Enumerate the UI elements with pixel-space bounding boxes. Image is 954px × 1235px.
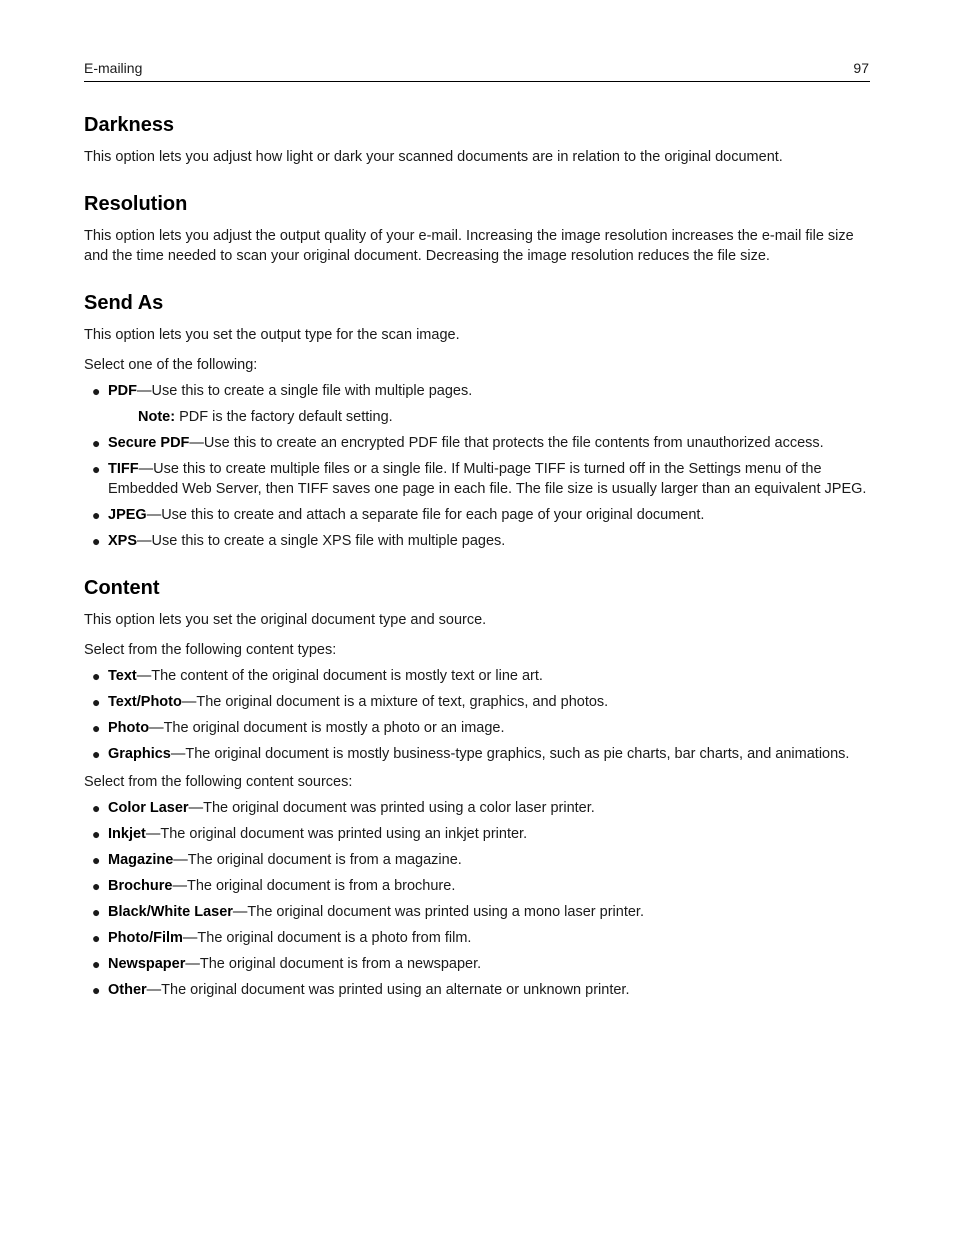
page-content <box>84 112 870 1024</box>
list-item-term: Other <box>108 982 147 998</box>
section-send-as <box>84 290 870 551</box>
section-resolution <box>84 191 870 266</box>
list-item-term: Text <box>108 668 137 684</box>
bullet-icon: ● <box>92 800 101 816</box>
content-types-intro: Select from the following content types: <box>84 642 337 658</box>
list-item-desc: —The original document is a photo from film. <box>182 930 472 946</box>
list-item-term: Text/Photo <box>108 694 182 710</box>
header-page-number: 97 <box>853 60 869 76</box>
list-item-term: Inkjet <box>108 826 146 842</box>
section-title-content: Content <box>84 577 160 599</box>
section-content <box>84 575 870 1000</box>
list-item-desc: —The original document was printed using an inkjet printer. <box>145 826 528 842</box>
list-item-term: XPS <box>108 533 138 549</box>
list-item-term: Black/White Laser <box>108 904 233 920</box>
bullet-icon: ● <box>92 826 101 842</box>
bullet-icon: ● <box>92 930 101 946</box>
page-header <box>84 60 870 82</box>
list-item-desc: —The original document is from a newspaper. <box>185 956 482 972</box>
bullet-icon: ● <box>92 435 101 451</box>
note-text: PDF is the factory default setting. <box>175 409 393 425</box>
list-item-term: Photo/Film <box>108 930 183 946</box>
bullet-icon: ● <box>92 746 101 762</box>
bullet-icon: ● <box>92 878 101 894</box>
content-types-list <box>84 666 870 764</box>
list-item <box>84 876 870 896</box>
list-item <box>84 381 870 427</box>
list-item-term: Photo <box>108 720 150 736</box>
list-item <box>84 666 870 686</box>
send-as-select-prompt: Select one of the following: <box>84 357 258 373</box>
section-title-resolution: Resolution <box>84 193 188 215</box>
list-item <box>84 824 870 844</box>
bullet-icon: ● <box>92 720 101 736</box>
list-item-desc: —The content of the original document is mostly text or line art. <box>136 668 543 684</box>
list-item-desc: —The original document is mostly a photo or an image. <box>149 720 505 736</box>
list-item <box>84 718 870 738</box>
bullet-icon: ● <box>92 904 101 920</box>
list-item-term: Magazine <box>108 852 174 868</box>
list-item-desc: —Use this to create a single XPS file with multiple pages. <box>137 533 506 549</box>
list-item <box>84 798 870 818</box>
list-item <box>84 531 870 551</box>
list-item-desc: —The original document was printed using an alternate or unknown printer. <box>146 982 630 998</box>
list-item-desc: —The original document is a mixture of text, graphics, and photos. <box>181 694 609 710</box>
list-item <box>84 459 870 499</box>
list-item <box>84 744 870 764</box>
section-title-darkness: Darkness <box>84 114 175 136</box>
list-item-term: Brochure <box>108 878 173 894</box>
list-item-desc: —Use this to create a single file with multiple pages. <box>137 383 473 399</box>
note <box>108 407 870 427</box>
list-item <box>84 954 870 974</box>
list-item <box>84 850 870 870</box>
list-item-desc: —The original document was printed using a color laser printer. <box>188 800 595 816</box>
content-sources-list <box>84 798 870 1000</box>
bullet-icon: ● <box>92 507 101 523</box>
list-item-term: Graphics <box>108 746 171 762</box>
resolution-description: This option lets you adjust the output quality of your e-mail. Increasing the image resolution increases the e-mail file size and the time needed to scan your original document. Decreasing the image resolution reduces the file size. <box>84 228 854 264</box>
header-section-name: E-mailing <box>84 60 143 76</box>
list-item <box>84 980 870 1000</box>
list-item <box>84 902 870 922</box>
list-item <box>84 433 870 453</box>
list-item-term: Newspaper <box>108 956 186 972</box>
bullet-icon: ● <box>92 852 101 868</box>
content-intro: This option lets you set the original document type and source. <box>84 612 487 628</box>
darkness-description: This option lets you adjust how light or dark your scanned documents are in relation to the original document. <box>84 149 783 165</box>
bullet-icon: ● <box>92 533 101 549</box>
list-item-desc: —The original document is from a brochure. <box>172 878 456 894</box>
list-item <box>84 505 870 525</box>
bullet-icon: ● <box>92 383 101 399</box>
list-item <box>84 928 870 948</box>
list-item-term: PDF <box>108 383 137 399</box>
list-item <box>84 692 870 712</box>
content-sources-intro: Select from the following content sources: <box>84 774 353 790</box>
list-item-term: JPEG <box>108 507 147 523</box>
bullet-icon: ● <box>92 694 101 710</box>
send-as-list <box>84 381 870 551</box>
list-item-term: TIFF <box>108 461 139 477</box>
section-darkness <box>84 112 870 167</box>
list-item-desc: —The original document is mostly business-type graphics, such as pie charts, bar charts, and animations. <box>170 746 850 762</box>
list-item-term: Secure PDF <box>108 435 190 451</box>
bullet-icon: ● <box>92 668 101 684</box>
section-title-send-as: Send As <box>84 292 164 314</box>
list-item-term: Color Laser <box>108 800 189 816</box>
list-item-desc: —The original document was printed using a mono laser printer. <box>232 904 644 920</box>
list-item-desc: —Use this to create and attach a separate file for each page of your original document. <box>146 507 705 523</box>
list-item-desc: —The original document is from a magazine. <box>173 852 462 868</box>
list-item-desc: —Use this to create multiple files or a single file. If Multi-page TIFF is turned off in the Settings menu of the Embedded Web Server, then TIFF saves one page in each file. The file size is usually larger than an equivalent JPEG. <box>108 461 867 497</box>
list-item-desc: —Use this to create an encrypted PDF file that protects the file contents from unauthorized access. <box>189 435 824 451</box>
bullet-icon: ● <box>92 956 101 972</box>
note-label: Note: <box>138 409 176 425</box>
send-as-intro: This option lets you set the output type for the scan image. <box>84 327 460 343</box>
bullet-icon: ● <box>92 982 101 998</box>
bullet-icon: ● <box>92 461 101 477</box>
